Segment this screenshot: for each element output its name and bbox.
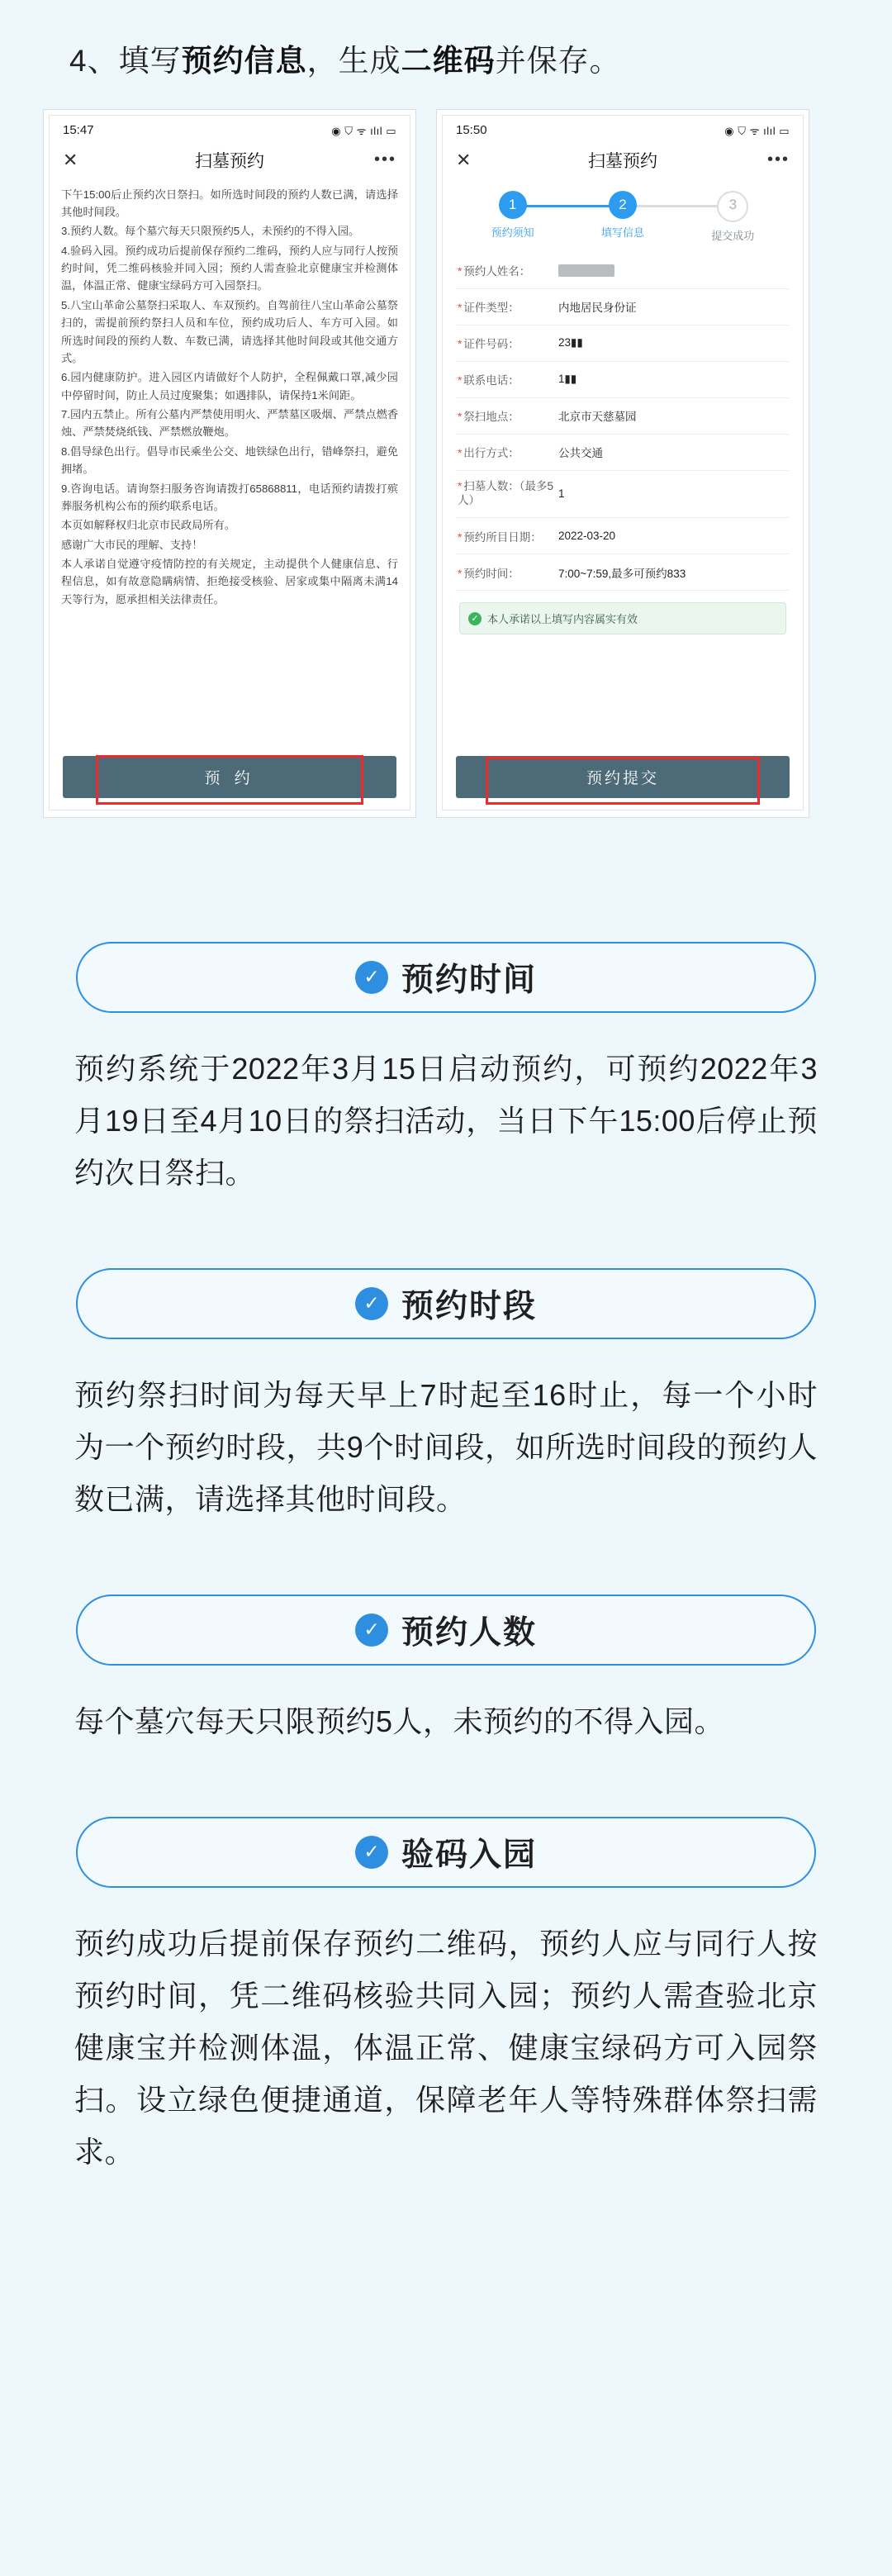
page-title [46,0,846,109]
section-title: 预约人数 [401,1614,537,1651]
section-body: 每个墓穴每天只限预约5人，未预约的不得入园。 [74,1704,725,1738]
stepper-step-3-label: 提交成功 [711,229,755,242]
agreement-banner[interactable] [459,602,786,634]
nav-bar-right [443,141,803,183]
more-icon[interactable]: ••• [373,150,396,169]
stepper-step-3-number: 3 [717,191,748,222]
step-heading-bold-2: 二维码 [401,44,496,78]
form-label-location: * 祭扫地点： [458,411,520,423]
progress-stepper [443,183,803,251]
form-row-id-number[interactable] [456,326,790,362]
form-label-visitor-count: * 扫墓人数：（最多5人） [458,480,554,506]
form-row-name[interactable] [456,253,790,289]
terms-line: 3.预约人数。每个墓穴每天只限预约5人，未预约的不得入园。 [61,225,360,238]
form-label-time-slot: * 预约时间： [458,567,520,580]
form-value-location: 北京市天慈墓园 [558,411,637,423]
section-header-reservation-time [76,942,816,1013]
terms-line: 感谢广大市民的理解、支持！ [61,538,203,551]
form-row-visitor-count[interactable] [456,471,790,519]
section-reservation-slot [46,1268,846,1525]
form-label-travel-mode: * 出行方式： [458,447,520,459]
form-value-name-masked [558,264,614,277]
form-value-visitor-count: 1 [558,487,565,501]
status-icons-right: ◉ ⛉ ᯤ ılıl ▭ [724,124,790,137]
form-value-id-type: 内地居民身份证 [558,302,637,314]
section-code-entry [46,1817,846,2178]
stepper-step-2-label: 填写信息 [600,226,644,239]
submit-button[interactable]: 预约提交 [456,756,790,798]
phone-left-body [49,115,410,810]
form-value-time-slot: 7:00~7:59,最多可预约833 [558,567,686,580]
section-header-reservation-count [76,1595,816,1666]
required-asterisk: * [458,567,463,580]
form-row-location[interactable] [456,398,790,435]
status-icons-left: ◉ ⛉ ᯤ ılıl ▭ [331,124,396,137]
form-row-phone[interactable] [456,362,790,398]
nav-title-left: 扫墓预约 [195,151,264,171]
form-label-phone: * 联系电话： [458,374,520,387]
status-time-left: 15:47 [63,123,94,137]
section-reservation-time [46,942,846,1199]
section-header-reservation-slot [76,1268,816,1339]
section-body: 预约成功后提前保存预约二维码，预约人应与同行人按预约时间，凭二维码核验共同入园；预约人需查验北京健康宝并检测体温，体温正常、健康宝绿码方可入园祭扫。设立绿色便捷通道，保障老年人等特殊群体祭扫需求。 [74,1926,818,2169]
step-heading-wrap [0,0,892,109]
form-label-id-number: * 证件号码： [458,338,520,350]
step-heading-suffix: 并保存。 [495,44,621,78]
stepper-step-3 [687,191,778,243]
status-time-right: 15:50 [456,123,487,137]
section-body: 预约祭扫时间为每天早上7时起至16时止，每一个小时为一个预约时段，共9个时间段，如所选时间段的预约人数已满，请选择其他时间段。 [74,1377,818,1516]
required-asterisk: * [458,338,463,350]
form-value-phone: 1▮▮ [558,373,577,385]
check-circle-icon: ✓ [355,1287,388,1320]
stepper-step-1-number: 1 [499,191,527,219]
nav-title-right: 扫墓预约 [588,151,657,171]
required-asterisk: * [458,411,463,423]
submit-button-wrap [443,756,803,798]
terms-line: 下午15:00后止预约次日祭扫。如所选时间段的预约人数已满，请选择其他时间段。 [61,188,398,218]
status-bar-right [443,116,803,141]
screenshot-row [0,109,892,818]
form-value-date: 2022-03-20 [558,530,616,543]
stepper-step-1-label: 预约须知 [491,226,534,239]
terms-line: 本人承诺自觉遵守疫情防控的有关规定，主动提供个人健康信息、行程信息，如有故意隐瞒病情、拒绝接受核验、居家或集中隔离未满14天等行为，愿承担相关法律责任。 [61,558,398,606]
terms-line: 5.八宝山革命公墓祭扫采取人、车双预约。自驾前往八宝山革命公墓祭扫的，需提前预约祭扫人员和车位，预约成功后人、车方可入园。如所选时间段的预约人数、车数已满，请选择其他时间段或其他交通方式。 [61,298,398,364]
step-heading-bold-1: 预约信息 [181,44,307,78]
section-header-code-entry [76,1817,816,1888]
terms-line: 4.验码入园。预约成功后提前保存预约二维码，预约人应与同行人按预约时间，凭二维码核验并同入园；预约人需查验北京健康宝并检测体温，体温正常、健康宝绿码方可入园祭扫。 [61,244,398,292]
info-sections [0,818,892,2178]
step-heading-middle: ，生成 [306,44,401,78]
required-asterisk: * [458,374,463,387]
close-icon[interactable]: ✕ [63,149,78,170]
terms-line: 本页如解释权归北京市民政局所有。 [61,519,235,532]
form-label-name: * 预约人姓名： [458,265,531,278]
check-circle-icon: ✓ [355,1614,388,1647]
section-title: 验码入园 [401,1837,537,1873]
required-asterisk: * [458,265,463,278]
stepper-step-2 [577,191,668,240]
form-row-time-slot[interactable] [456,554,790,591]
form-row-travel-mode[interactable] [456,435,790,471]
form-row-date[interactable] [456,518,790,554]
check-circle-icon: ✓ [355,961,388,994]
stepper-step-1 [467,191,558,240]
status-bar-left [50,116,410,141]
form-label-id-type: * 证件类型： [458,302,520,314]
terms-line: 9.咨询电话。请询祭扫服务咨询请拨打65868811，电话预约请拨打殡葬服务机构公布的预约联系电话。 [61,482,398,512]
reservation-form [443,251,803,635]
form-value-travel-mode: 公共交通 [558,447,603,459]
required-asterisk: * [458,302,463,314]
close-icon[interactable]: ✕ [456,149,472,170]
reserve-button[interactable]: 预 约 [63,756,396,798]
phone-right-body [442,115,804,810]
terms-line: 7.园内五禁止。所有公墓内严禁使用明火、严禁墓区吸烟、严禁点燃香烛、严禁焚烧纸钱、严禁燃放鞭炮。 [61,408,398,439]
required-asterisk: * [458,447,463,459]
terms-text [50,183,410,609]
check-circle-icon: ✓ [355,1836,388,1869]
form-row-id-type[interactable] [456,289,790,326]
form-value-id-number: 23▮▮ [558,336,583,349]
section-body: 预约系统于2022年3月15日启动预约，可预约2022年3月19日至4月10日的祭扫活动，当日下午15:00后停止预约次日祭扫。 [74,1051,818,1190]
agreement-text: 本人承诺以上填写内容属实有效 [487,613,638,626]
form-label-date: * 预约所目日期： [458,530,542,544]
required-asterisk: * [458,530,463,544]
phone-screenshot-left [43,109,416,818]
step-heading-prefix: 4、填写 [69,44,182,78]
section-title: 预约时间 [401,962,537,998]
terms-line: 8.倡导绿色出行。倡导市民乘坐公交、地铁绿色出行，错峰祭扫，避免拥堵。 [61,444,398,476]
more-icon[interactable]: ••• [766,150,790,169]
terms-line: 6.园内健康防护。进入园区内请做好个人防护，全程佩戴口罩,减少园中停留时间，防止人员过度聚集；如遇排队，请保持1米间距。 [61,371,398,402]
nav-bar-left [50,141,410,183]
phone-screenshot-right [436,109,809,818]
required-asterisk: * [458,480,463,492]
check-icon: ✓ [468,612,482,625]
section-reservation-count [46,1595,846,1747]
stepper-step-2-number: 2 [609,191,637,219]
section-title: 预约时段 [401,1288,537,1324]
reserve-button-wrap [50,756,410,798]
